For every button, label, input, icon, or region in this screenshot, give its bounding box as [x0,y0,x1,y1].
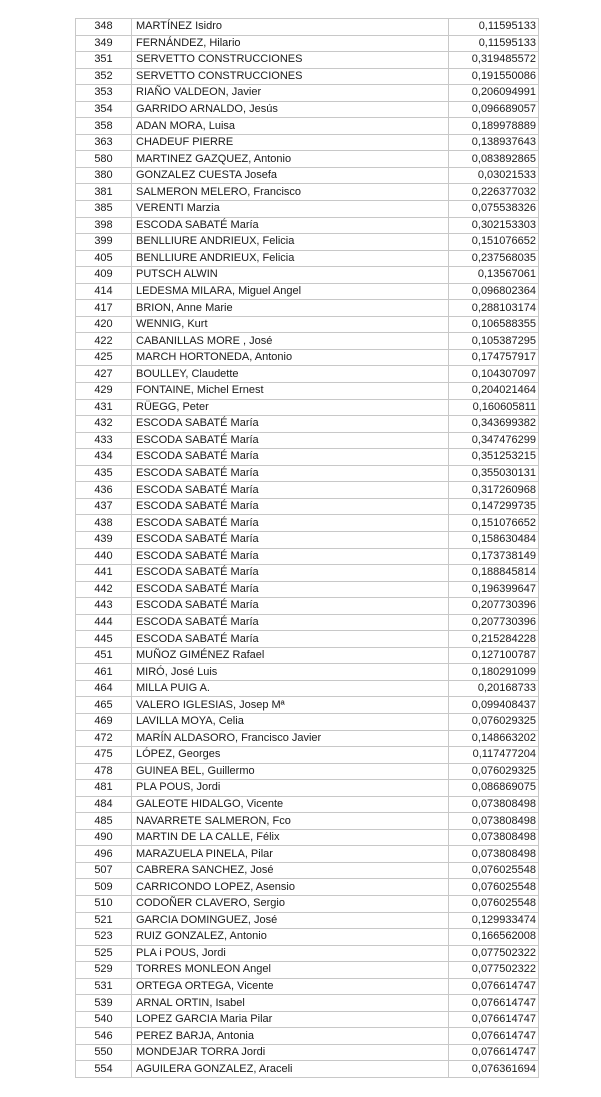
row-id-cell: 469 [76,713,132,730]
row-id-cell: 433 [76,432,132,449]
row-id-cell: 580 [76,151,132,168]
data-table [75,18,539,1078]
table-row [76,846,539,863]
row-value-cell: 0,207730396 [449,614,539,631]
row-value-cell: 0,076614747 [449,1044,539,1061]
row-value-cell: 0,11595133 [449,35,539,52]
row-id-cell: 351 [76,52,132,69]
row-value-cell: 0,237568035 [449,250,539,267]
row-id-cell: 437 [76,498,132,515]
row-id-cell: 399 [76,234,132,251]
row-name-cell: LÓPEZ, Georges [132,747,449,764]
row-id-cell: 525 [76,945,132,962]
row-value-cell: 0,076361694 [449,1061,539,1078]
row-id-cell: 427 [76,366,132,383]
row-name-cell: PLA POUS, Jordi [132,780,449,797]
row-value-cell: 0,076614747 [449,978,539,995]
row-name-cell: TORRES MONLEON Angel [132,962,449,979]
row-value-cell: 0,03021533 [449,167,539,184]
table-row [76,978,539,995]
row-value-cell: 0,096802364 [449,283,539,300]
row-value-cell: 0,076025548 [449,862,539,879]
row-name-cell: ESCODA SABATÉ María [132,531,449,548]
table-row [76,267,539,284]
table-row [76,780,539,797]
row-name-cell: BENLLIURE ANDRIEUX, Felicia [132,234,449,251]
row-name-cell: PLA i POUS, Jordi [132,945,449,962]
row-value-cell: 0,151076652 [449,515,539,532]
row-value-cell: 0,13567061 [449,267,539,284]
row-name-cell: LAVILLA MOYA, Celia [132,713,449,730]
row-name-cell: GUINEA BEL, Guillermo [132,763,449,780]
row-id-cell: 414 [76,283,132,300]
row-name-cell: MILLA PUIG A. [132,680,449,697]
row-name-cell: SERVETTO CONSTRUCCIONES [132,52,449,69]
row-id-cell: 349 [76,35,132,52]
row-value-cell: 0,127100787 [449,647,539,664]
row-value-cell: 0,129933474 [449,912,539,929]
row-name-cell: CABRERA SANCHEZ, José [132,862,449,879]
row-id-cell: 490 [76,829,132,846]
row-value-cell: 0,302153303 [449,217,539,234]
row-name-cell: MARTINEZ GAZQUEZ, Antonio [132,151,449,168]
row-value-cell: 0,288103174 [449,300,539,317]
row-name-cell: MARÍN ALDASORO, Francisco Javier [132,730,449,747]
row-value-cell: 0,105387295 [449,333,539,350]
row-value-cell: 0,166562008 [449,929,539,946]
row-value-cell: 0,148663202 [449,730,539,747]
table-row [76,1044,539,1061]
row-id-cell: 353 [76,85,132,102]
row-id-cell: 431 [76,399,132,416]
row-id-cell: 444 [76,614,132,631]
table-row [76,52,539,69]
row-id-cell: 550 [76,1044,132,1061]
row-value-cell: 0,073808498 [449,846,539,863]
row-value-cell: 0,347476299 [449,432,539,449]
row-name-cell: LEDESMA MILARA, Miguel Angel [132,283,449,300]
row-name-cell: VALERO IGLESIAS, Josep Mª [132,697,449,714]
row-id-cell: 451 [76,647,132,664]
row-name-cell: GONZALEZ CUESTA Josefa [132,167,449,184]
row-value-cell: 0,11595133 [449,19,539,36]
row-id-cell: 507 [76,862,132,879]
row-id-cell: 475 [76,747,132,764]
row-value-cell: 0,077502322 [449,962,539,979]
row-name-cell: MARTIN DE LA CALLE, Félix [132,829,449,846]
table-row [76,19,539,36]
row-name-cell: BOULLEY, Claudette [132,366,449,383]
row-name-cell: RÜEGG, Peter [132,399,449,416]
row-value-cell: 0,215284228 [449,631,539,648]
row-id-cell: 521 [76,912,132,929]
row-id-cell: 529 [76,962,132,979]
row-value-cell: 0,174757917 [449,349,539,366]
row-value-cell: 0,160605811 [449,399,539,416]
row-value-cell: 0,076614747 [449,1011,539,1028]
table-row [76,565,539,582]
table-row [76,763,539,780]
row-value-cell: 0,355030131 [449,465,539,482]
row-id-cell: 485 [76,813,132,830]
row-name-cell: BRION, Anne Marie [132,300,449,317]
row-name-cell: CARRICONDO LOPEZ, Asensio [132,879,449,896]
table-row [76,879,539,896]
row-name-cell: AGUILERA GONZALEZ, Araceli [132,1061,449,1078]
row-name-cell: ESCODA SABATÉ María [132,498,449,515]
row-value-cell: 0,076029325 [449,763,539,780]
table-row [76,234,539,251]
row-name-cell: WENNIG, Kurt [132,316,449,333]
row-value-cell: 0,188845814 [449,565,539,582]
table-body [76,19,539,1078]
row-id-cell: 496 [76,846,132,863]
row-id-cell: 380 [76,167,132,184]
table-row [76,482,539,499]
row-id-cell: 434 [76,449,132,466]
row-value-cell: 0,207730396 [449,598,539,615]
row-id-cell: 478 [76,763,132,780]
row-name-cell: ESCODA SABATÉ María [132,581,449,598]
row-name-cell: MARAZUELA PINELA, Pilar [132,846,449,863]
table-row [76,531,539,548]
table-row [76,614,539,631]
row-name-cell: BENLLIURE ANDRIEUX, Felicia [132,250,449,267]
row-value-cell: 0,104307097 [449,366,539,383]
row-name-cell: ADAN MORA, Luisa [132,118,449,135]
table-row [76,962,539,979]
table-row [76,68,539,85]
row-id-cell: 435 [76,465,132,482]
row-name-cell: RUIZ GONZALEZ, Antonio [132,929,449,946]
table-row [76,598,539,615]
table-row [76,498,539,515]
table-row [76,316,539,333]
row-value-cell: 0,096689057 [449,101,539,118]
row-name-cell: ESCODA SABATÉ María [132,548,449,565]
row-value-cell: 0,073808498 [449,829,539,846]
row-name-cell: CODOÑER CLAVERO, Sergio [132,895,449,912]
row-value-cell: 0,117477204 [449,747,539,764]
row-value-cell: 0,077502322 [449,945,539,962]
row-name-cell: LOPEZ GARCIA Maria Pilar [132,1011,449,1028]
row-name-cell: ARNAL ORTIN, Isabel [132,995,449,1012]
row-name-cell: PUTSCH ALWIN [132,267,449,284]
table-row [76,697,539,714]
table-row [76,1011,539,1028]
row-id-cell: 445 [76,631,132,648]
table-row [76,399,539,416]
row-value-cell: 0,076025548 [449,895,539,912]
table-row [76,383,539,400]
table-row [76,283,539,300]
table-row [76,813,539,830]
row-id-cell: 481 [76,780,132,797]
row-name-cell: MARCH HORTONEDA, Antonio [132,349,449,366]
row-name-cell: ESCODA SABATÉ María [132,432,449,449]
row-value-cell: 0,073808498 [449,796,539,813]
row-value-cell: 0,076025548 [449,879,539,896]
row-id-cell: 440 [76,548,132,565]
row-name-cell: ESCODA SABATÉ María [132,482,449,499]
row-value-cell: 0,106588355 [449,316,539,333]
row-value-cell: 0,158630484 [449,531,539,548]
table-row [76,349,539,366]
row-name-cell: ESCODA SABATÉ María [132,614,449,631]
row-name-cell: ESCODA SABATÉ María [132,515,449,532]
row-id-cell: 417 [76,300,132,317]
row-id-cell: 405 [76,250,132,267]
row-name-cell: MUÑOZ GIMÉNEZ Rafael [132,647,449,664]
row-id-cell: 510 [76,895,132,912]
row-name-cell: FERNÁNDEZ, Hilario [132,35,449,52]
row-name-cell: SALMERON MELERO, Francisco [132,184,449,201]
row-value-cell: 0,099408437 [449,697,539,714]
table-row [76,366,539,383]
row-name-cell: CABANILLAS MORE , José [132,333,449,350]
table-row [76,432,539,449]
row-value-cell: 0,138937643 [449,134,539,151]
row-name-cell: FONTAINE, Michel Ernest [132,383,449,400]
row-id-cell: 464 [76,680,132,697]
row-name-cell: GARCIA DOMINGUEZ, José [132,912,449,929]
row-value-cell: 0,196399647 [449,581,539,598]
row-value-cell: 0,076614747 [449,1028,539,1045]
row-name-cell: PEREZ BARJA, Antonia [132,1028,449,1045]
table-row [76,217,539,234]
row-id-cell: 439 [76,531,132,548]
table-row [76,862,539,879]
table-row [76,167,539,184]
table-row [76,895,539,912]
table-row [76,85,539,102]
table-row [76,829,539,846]
table-row [76,945,539,962]
row-id-cell: 363 [76,134,132,151]
row-value-cell: 0,343699382 [449,416,539,433]
row-id-cell: 523 [76,929,132,946]
row-id-cell: 441 [76,565,132,582]
row-id-cell: 436 [76,482,132,499]
row-id-cell: 420 [76,316,132,333]
row-id-cell: 554 [76,1061,132,1078]
row-name-cell: ESCODA SABATÉ María [132,631,449,648]
row-id-cell: 354 [76,101,132,118]
row-name-cell: ESCODA SABATÉ María [132,449,449,466]
row-value-cell: 0,189978889 [449,118,539,135]
row-name-cell: ESCODA SABATÉ María [132,565,449,582]
row-id-cell: 358 [76,118,132,135]
table-row [76,796,539,813]
row-id-cell: 409 [76,267,132,284]
table-row [76,184,539,201]
table-row [76,1028,539,1045]
row-id-cell: 484 [76,796,132,813]
row-name-cell: ESCODA SABATÉ María [132,598,449,615]
row-id-cell: 509 [76,879,132,896]
row-id-cell: 352 [76,68,132,85]
table-row [76,995,539,1012]
table-row [76,548,539,565]
row-name-cell: GALEOTE HIDALGO, Vicente [132,796,449,813]
row-id-cell: 546 [76,1028,132,1045]
row-name-cell: SERVETTO CONSTRUCCIONES [132,68,449,85]
table-row [76,664,539,681]
table-row [76,250,539,267]
row-id-cell: 398 [76,217,132,234]
row-id-cell: 429 [76,383,132,400]
row-name-cell: VERENTI Marzia [132,201,449,218]
row-id-cell: 432 [76,416,132,433]
table-row [76,35,539,52]
table-row [76,730,539,747]
row-value-cell: 0,075538326 [449,201,539,218]
row-value-cell: 0,147299735 [449,498,539,515]
row-name-cell: MONDEJAR TORRA Jordi [132,1044,449,1061]
table-row [76,300,539,317]
table-row [76,134,539,151]
row-value-cell: 0,180291099 [449,664,539,681]
row-id-cell: 443 [76,598,132,615]
row-id-cell: 539 [76,995,132,1012]
row-value-cell: 0,191550086 [449,68,539,85]
table-row [76,333,539,350]
row-name-cell: ESCODA SABATÉ María [132,416,449,433]
table-row [76,631,539,648]
row-name-cell: ESCODA SABATÉ María [132,217,449,234]
table-row [76,581,539,598]
row-value-cell: 0,204021464 [449,383,539,400]
row-value-cell: 0,073808498 [449,813,539,830]
row-value-cell: 0,206094991 [449,85,539,102]
row-name-cell: RIAÑO VALDEON, Javier [132,85,449,102]
row-value-cell: 0,226377032 [449,184,539,201]
table-row [76,449,539,466]
row-id-cell: 422 [76,333,132,350]
table-row [76,515,539,532]
table-row [76,647,539,664]
row-name-cell: ORTEGA ORTEGA, Vicente [132,978,449,995]
row-id-cell: 472 [76,730,132,747]
row-value-cell: 0,319485572 [449,52,539,69]
row-id-cell: 540 [76,1011,132,1028]
row-value-cell: 0,351253215 [449,449,539,466]
row-name-cell: CHADEUF PIERRE [132,134,449,151]
row-id-cell: 442 [76,581,132,598]
row-id-cell: 531 [76,978,132,995]
row-id-cell: 381 [76,184,132,201]
table-row [76,465,539,482]
row-name-cell: MARTÍNEZ Isidro [132,19,449,36]
table-row [76,929,539,946]
row-value-cell: 0,173738149 [449,548,539,565]
table-row [76,1061,539,1078]
table-row [76,912,539,929]
table-row [76,101,539,118]
row-id-cell: 465 [76,697,132,714]
row-id-cell: 385 [76,201,132,218]
row-value-cell: 0,151076652 [449,234,539,251]
table-row [76,201,539,218]
table-row [76,118,539,135]
row-value-cell: 0,20168733 [449,680,539,697]
row-value-cell: 0,076029325 [449,713,539,730]
table-row [76,713,539,730]
table-row [76,151,539,168]
row-id-cell: 461 [76,664,132,681]
row-name-cell: MIRÓ, José Luis [132,664,449,681]
row-name-cell: GARRIDO ARNALDO, Jesús [132,101,449,118]
row-value-cell: 0,086869075 [449,780,539,797]
row-value-cell: 0,317260968 [449,482,539,499]
table-row [76,747,539,764]
row-id-cell: 425 [76,349,132,366]
row-name-cell: NAVARRETE SALMERON, Fco [132,813,449,830]
table-row [76,680,539,697]
row-id-cell: 438 [76,515,132,532]
row-value-cell: 0,083892865 [449,151,539,168]
row-id-cell: 348 [76,19,132,36]
row-value-cell: 0,076614747 [449,995,539,1012]
table-row [76,416,539,433]
row-name-cell: ESCODA SABATÉ María [132,465,449,482]
